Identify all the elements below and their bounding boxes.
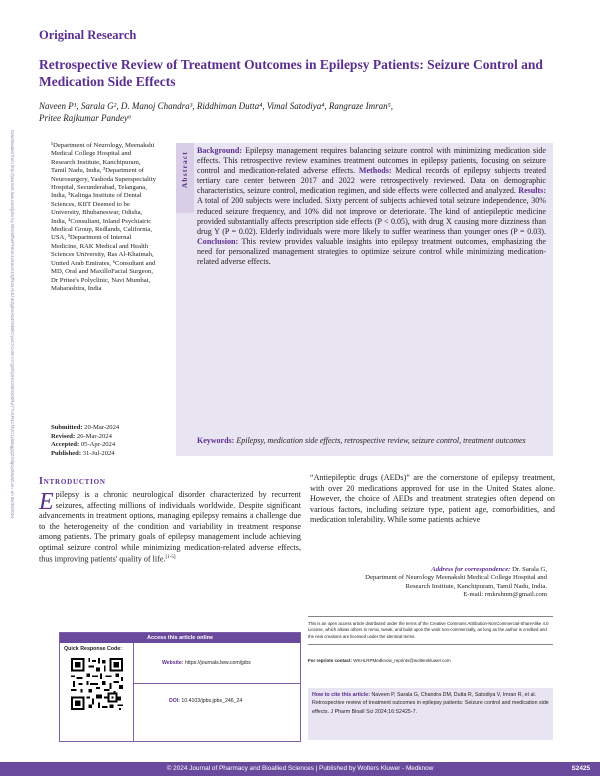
correspondence-address: Department of Neurology Meenakshi Medical College Hospital and Research Institute, Kanchipuram, Tamil Nadu, India. <box>365 574 547 590</box>
article-dates <box>51 424 161 458</box>
abstract-tab <box>176 143 194 213</box>
abstract-methods: Medical records of epilepsy subjects treated tertiary care center between 2017 and 2022 were retrospectively reviewed. Data on demographic characteristics, seizure control, medication regimen, and side effects were collected and analyzed. <box>197 166 547 196</box>
author-list <box>39 100 559 124</box>
citation-ref: [1-5] <box>165 555 176 560</box>
intro-right-column: “Antiepileptic drugs (AEDs)” are the cornerstone of epilepsy treatment, with over 20 medications approved for use in the United States alone. However, the choice of AEDs and treatment strategies often depend on various factors, including seizure type, patient age, comorbidities, and medication tolerability. While some patients achieve <box>310 473 555 524</box>
date-submitted-value: 20-Mar-2024 <box>84 424 120 431</box>
introduction-heading: Introduction <box>39 476 106 487</box>
date-accepted <box>51 441 161 450</box>
correspondence-block <box>340 566 547 600</box>
correspondence-label: Address for correspondence: <box>431 566 511 573</box>
abstract-conclusion-label: Conclusion: <box>197 236 239 246</box>
abstract-background: Epilepsy management requires balancing seizure control with minimizing medication side effects. This retrospective review examines treatment outcomes in epilepsy patients, focusing on seizure control and medication-related adverse effects. <box>197 146 546 176</box>
date-submitted-label: Submitted: <box>51 424 83 431</box>
abstract-tab-label: Abstract <box>180 151 189 189</box>
access-website[interactable] <box>162 660 251 666</box>
reprints-email[interactable]: WKHLRPMedknow_reprints@wolterskluwer.com <box>352 658 451 663</box>
section-label: Original Research <box>39 28 137 42</box>
article-title: Retrospective Review of Treatment Outcomes in Epilepsy Patients: Seizure Control and Medication Side Effects <box>39 57 543 89</box>
page-footer <box>0 762 600 776</box>
date-revised <box>51 433 161 442</box>
date-published-value: 31-Jul-2024 <box>82 449 115 457</box>
intro-paragraph: pilepsy is a chronic neurological disorder characterized by recurrent seizures, affecting millions of individuals worldwide. Despite significant advancements in treatment options, managing epilepsy remains a challenge due to the heterogeneity of the condition and variability in treatment response among patients. The primary goals of epilepsy management include achieving optimal seizure control while minimizing medication-related adverse effects, thus improving patients' quality of life. <box>39 490 301 564</box>
qr-code-icon[interactable] <box>69 656 125 712</box>
abstract-results-label: Results: <box>518 186 546 196</box>
reprints-label: For reprints contact: <box>308 658 353 663</box>
keywords <box>197 436 546 446</box>
access-header: Access this article online <box>60 633 300 643</box>
website-url[interactable]: https://journals.lww.com/jpbs <box>183 660 251 666</box>
reprints-contact <box>308 658 553 663</box>
abstract-body <box>197 146 546 267</box>
date-published <box>51 450 161 459</box>
keywords-label: Keywords: <box>197 436 235 445</box>
citation-box <box>308 688 553 740</box>
correspondence-email[interactable]: E-mail: rmkrshnm@gmail.com <box>463 591 547 599</box>
keywords-list: Epilepsy, medication side effects, retrospective review, seizure control, treatment outcomes <box>234 436 526 445</box>
intro-left-column <box>39 490 301 565</box>
abstract-methods-label: Methods: <box>358 166 392 176</box>
date-revised-label: Revised: <box>51 432 76 440</box>
date-accepted-label: Accepted: <box>51 441 80 449</box>
page-number: S2425 <box>571 765 590 772</box>
abstract-background-label: Background: <box>197 146 243 155</box>
doi-value[interactable]: 10.4103/jpbs.jpbs_246_24 <box>179 698 243 704</box>
access-doi[interactable] <box>169 698 242 704</box>
download-watermark-text: Downloaded from http://journals.lww.com/jpbs by BhDMf5ePHKav1zEoum1tQfN4a+kJLhEZgbsIHo4XMi0hCywCX1AW nYQp/IlQrHD3i3D0OdRyi7TvSFl4Cf3VC1y0abggQZXdgGj2MwlZLeI= on 05/30/2024 <box>10 130 15 519</box>
date-published-label: Published: <box>51 449 82 457</box>
qr-label: Quick Response Code: <box>64 646 122 652</box>
website-label: Website: <box>162 660 184 666</box>
access-separator <box>133 683 301 684</box>
footer-text: © 2024 Journal of Pharmacy and Bioallied Sciences | Published by Wolters Kluwer - Medknow <box>166 765 434 772</box>
citation-text: Naveen P, Sarala G, Chandra DM, Dutta R, Satodiya V, Imran R, et al. Retrospective review of treatment outcomes in epilepsy patients: Seizure control and medication side effects. J Pharm Bioall Sci 2024;16:S2425-7. <box>312 692 549 715</box>
access-divider <box>133 643 134 742</box>
authors-line-2: Pritee Rajkumar Pandey⁶ <box>39 113 132 123</box>
drop-cap: E <box>39 489 54 515</box>
citation-label: How to cite this article: <box>312 692 370 698</box>
correspondence-name: Dr. Sarala G, <box>510 566 547 573</box>
date-accepted-value: 05-Apr-2024 <box>80 441 116 449</box>
date-submitted <box>51 424 161 433</box>
access-online-box <box>59 632 301 742</box>
affiliations: ¹Department of Neurology, Meenakshi Medical College Hospital and Research Institute, Kanchipuram, Tamil Nadu, India, ²Department of Neurosurgery, Yashoda Superspeciality Hospital, Secunderabad, Telangana, India, ³Kalinga Institute of Dental Sciences, KIIT Deemed to be University, Bhubaneswar, Odisha, India, ⁴Consultant, Inland Psychiatric Medical Group, Redlands, California, USA, ⁵Department of Internal Medicine, RAK Medical and Health Sciences University, Ras Al-Khaimah, United Arab Emirates, ⁶Consultant and MD, Oral and MaxilloFacial Surgeon, Dr Pritee's Polyclinic, Navi Mumbai, Maharashtra, India <box>51 142 156 292</box>
download-watermark <box>3 130 17 520</box>
authors-line-1: Naveen P¹, Sarala G², D. Manoj Chandra³, Riddhiman Dutta⁴, Vimal Satodiya⁴, Rangraze Imran⁵, <box>39 101 394 111</box>
license-notice: This is an open access article distributed under the terms of the Creative Commons Attribution-NonCommercial-ShareAlike 4.0 License, which allows others to remix, tweak, and build upon the work non-commercially, as long as the author is credited and the new creations are licensed under the identical terms. <box>308 616 553 645</box>
doi-label: DOI: <box>169 698 180 704</box>
abstract-conclusion: This review provides valuable insights into epilepsy treatment outcomes, emphasizing the need for personalized management strategies to optimize seizure control while minimizing medication-related adverse effects. <box>197 236 546 267</box>
abstract-results: A total of 200 subjects were included. Sixty percent of subjects achieved total seizure independence, 30% reduced seizure frequency, and 10% did not improve or deteriorate. The kind of antiepileptic medicine provided substantially affects prescription side effects (P < 0.05), with drug X causing more dizziness than drug Y (P = 0.02). Elderly individuals were more likely to suffer weariness than younger ones (P = 0.03). <box>197 196 546 236</box>
date-revised-value: 26-Mar-2024 <box>76 432 112 440</box>
